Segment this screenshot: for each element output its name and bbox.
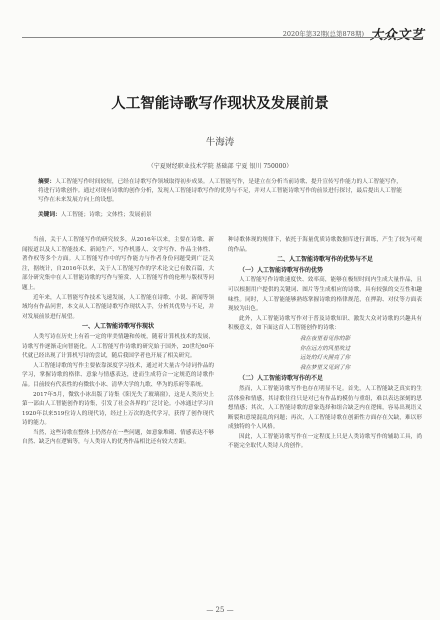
section-heading-1: 一、人工智能诗歌写作现状 [81,323,154,331]
section2-paragraph-4: 因此，人工智能诗歌写作在一定程度上只是人类诗歌写作的辅助工具，尚不能完全取代人类诗人的创作。 [228,433,422,450]
section2-paragraph-3: 然而，人工智能诗歌写作也存在明显不足。首先，人工智能缺乏真实的生活体验和情感，其诗歌往往只是对已有作品的模仿与重组，难以表达深刻的思想情感；其次，人工智能诗歌的意象选择和组合缺乏内在逻辑，容易出现语义断裂和意境混乱的问题；再次，人工智能诗歌在创新性方面存在欠缺，难以形成独特的个人风格。 [228,385,422,431]
journal-masthead [283,24,424,43]
page-number: — 25 — [206,606,234,614]
abstract-label: 摘要： [38,179,56,185]
poem-line: 我在夜里看见你的影 [299,335,351,342]
left-column [22,236,214,448]
section1-paragraph-2: 人工智能诗歌的写作主要依靠深度学习技术，通过对大量古今诗词作品的学习，掌握诗歌的格律、意象与情感表达，进而生成符合一定规范的诗歌作品。目前较有代表性的有微软小冰、清华大学的九歌、华为的乐府等系统。 [22,362,214,388]
keywords-text: 人工智能；诗歌；文体性；发展前景 [60,212,152,218]
article-author: 牛海涛 [205,137,235,148]
keywords-label: 关键词： [38,212,61,218]
section1-paragraph-4: 当然，这些诗歌在整体上仍然存在一些问题，如意象堆砌、情感表达不够自然、缺乏内在逻辑等，与人类诗人的优秀作品相比还有较大差距。 [22,429,214,446]
section-heading-2: 二、人工智能诗歌写作的优势与不足 [276,256,373,264]
subsection-heading-2: （二）人工智能诗歌写作的不足 [239,375,324,383]
section1-paragraph-3: 2017年5月，微软小冰出版了诗集《阳光失了玻璃窗》，这是人类历史上第一部由人工智能创作的诗集，引发了社会各界的广泛讨论。小冰通过学习自1920年以来519位诗人的现代诗，经过上万次的迭代学习，获得了创作现代诗的能力。 [22,391,214,427]
intro-paragraph-1: 当前，关于人工智能写作的研究较多，从2016年以来，主要在诗歌、新闻报道以及人工智能技术、新闻生产、写作机器人、文学写作、作品主体性、著作权等多个方面。人工智能写作中的写作能力与作者身份问题受到广泛关注，据统计，自2016年以来，关于人工智能写作的学术论文已有数百篇，大部分研究集中在人工智能诗歌的写作与鉴赏、人工智能写作的伦理与版权等问题上。 [22,237,214,291]
poem-line: 我在梦里又见到了你 [299,364,351,371]
poem-quote [228,335,422,373]
issue-info: 2020年第32期(总第878期) [282,30,364,38]
poem-line: 你在远方的风里吹过 [299,345,351,352]
poem-line: 远处的灯火照亮了你 [299,355,351,362]
section1-paragraph-1: 人类写诗在历史上有着一定的审美情趣和传统，随着计算机技术的发展，诗歌写作逐渐走向智能化。人工智能写作诗歌的研究始于国外，20世纪60年代就已经出现了计算机写诗的尝试，随后我国学者也开展了相关研究。 [22,333,214,360]
continued-paragraph: 种诗歌体现的规律下，依托于海量优质诗歌数据库进行训练，产生了较为可观的作品。 [228,237,422,253]
keywords-block [38,211,402,220]
section2-paragraph-1: 人工智能写作诗歌速度快、效率高，能够在极短时间内生成大量作品，且可以根据用户提供的关键词、图片等生成相应的诗歌，具有较强的交互性和趣味性。同时，人工智能能够熟练掌握诗歌的格律规范，在押韵、对仗等方面表现较为出色。 [228,277,422,313]
subsection-heading-1: （一）人工智能诗歌写作的优势 [239,266,324,274]
author-affiliation: （宁夏财经职业技术学院 基础部 宁夏 银川 750000） [147,163,293,170]
header-rule [22,37,422,38]
right-column [228,236,422,452]
section2-paragraph-2: 此外，人工智能诗歌写作对于普及诗歌知识、激发大众对诗歌的兴趣具有积极意义，如下面这首人工智能创作的诗歌： [228,315,422,332]
intro-paragraph-2: 近年来，人工智能写作技术飞速发展，人工智能在诗歌、小说、新闻等领域均有作品问世，本文从人工智能诗歌写作现状入手，分析其优势与不足，并对发展前景进行展望。 [22,294,214,320]
journal-brand-logo: 大众文艺 [369,28,424,43]
article-title: 人工智能诗歌写作现状及发展前景 [111,95,329,112]
abstract-block [38,178,402,206]
abstract-text: 人工智能写作时间较短，已经在诗歌写作领域取得初步成果。人工智能写作，是建立在分析当前诗歌、提升宣传写作能力的人工智能写作，将进行诗歌创作。通过对现有诗歌的创作分析，发现人工智能诗歌写作的优势与不足，并对人工智能诗歌写作的前景进行探讨，最后提出人工智能写作在未来发展方向上的设想。 [38,179,402,204]
